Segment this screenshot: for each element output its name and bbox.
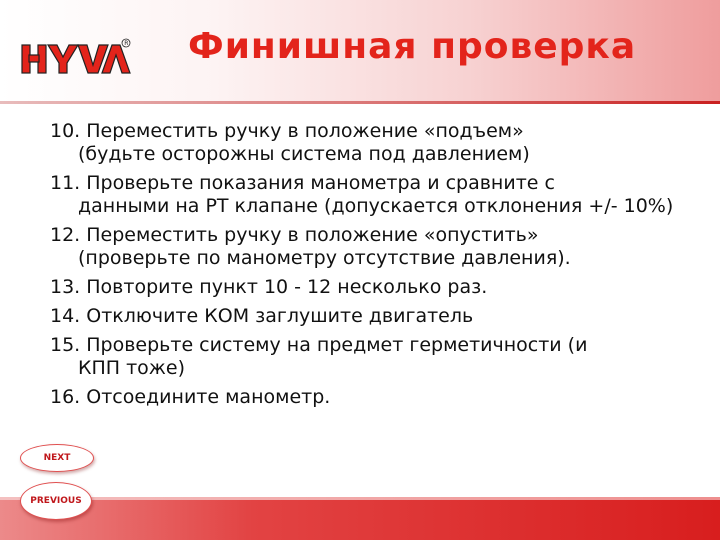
step-subtext: (будьте осторожны система под давлением) — [78, 143, 530, 165]
step-item-13 — [50, 276, 690, 299]
svg-text:R: R — [124, 40, 129, 47]
header-divider — [0, 101, 720, 104]
hyva-logo — [20, 37, 132, 77]
steps-list — [50, 120, 690, 415]
step-text: Проверьте показания манометра и сравните с — [86, 172, 555, 194]
step-subtext: КПП тоже) — [78, 357, 186, 379]
step-number: 14. — [50, 305, 81, 327]
step-item-12 — [50, 224, 690, 270]
step-number: 13. — [50, 276, 81, 298]
next-button[interactable]: NEXT — [20, 444, 94, 472]
step-text: Отсоедините манометр. — [86, 386, 331, 408]
step-subtext: (проверьте по манометру отсутствие давления). — [78, 247, 571, 269]
step-number: 15. — [50, 334, 81, 356]
page-title: Финишная проверка — [188, 26, 637, 67]
step-number: 10. — [50, 120, 81, 142]
step-item-14 — [50, 305, 690, 328]
step-text: Проверьте систему на предмет герметичности (и — [86, 334, 588, 356]
step-item-11 — [50, 172, 690, 218]
step-item-10 — [50, 120, 690, 166]
step-subtext: данными на РТ клапане (допускается отклонения +/- 10%) — [78, 195, 674, 217]
step-number: 16. — [50, 386, 81, 408]
step-item-16 — [50, 386, 690, 409]
step-number: 12. — [50, 224, 81, 246]
previous-button[interactable]: PREVIOUS — [20, 482, 92, 520]
step-text: Переместить ручку в положение «подъем» — [86, 120, 524, 142]
footer-band — [0, 500, 720, 540]
step-text: Отключите КОМ заглушите двигатель — [86, 305, 474, 327]
step-text: Переместить ручку в положение «опустить» — [86, 224, 539, 246]
step-number: 11. — [50, 172, 81, 194]
step-item-15 — [50, 334, 690, 380]
step-text: Повторите пункт 10 - 12 несколько раз. — [86, 276, 488, 298]
